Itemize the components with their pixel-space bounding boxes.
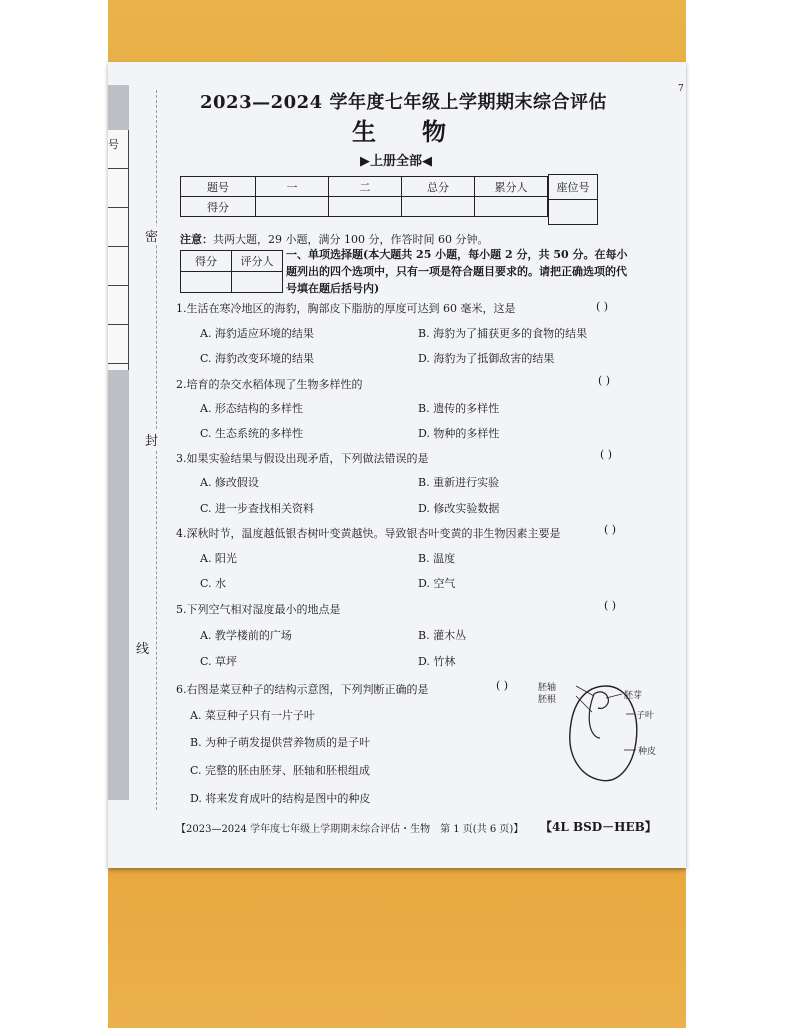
option-c: C. 进一步查找相关资料: [200, 502, 315, 515]
exam-notice: [180, 231, 488, 247]
grader-score-cell[interactable]: [181, 272, 232, 293]
option-c: C. 海豹改变环境的结果: [200, 352, 315, 365]
bean-seed-drawing: [536, 672, 676, 792]
option-b: B. 为种子萌发提供营养物质的是子叶: [190, 736, 371, 749]
score-header-cell: 二: [329, 177, 402, 197]
option-a: A. 菜豆种子只有一片子叶: [190, 709, 315, 722]
notice-prefix: 注意：: [180, 233, 213, 246]
answer-paren[interactable]: ( ): [604, 599, 617, 612]
score-header-cell: 题号: [181, 177, 256, 197]
option-b: B. 重新进行实验: [418, 476, 500, 489]
grader-table: [180, 250, 283, 293]
score-cell[interactable]: [402, 197, 475, 217]
question-6-stem: 6.右图是菜豆种子的结构示意图，下列判断正确的是: [176, 683, 429, 696]
seal-line: [156, 90, 157, 810]
section-text: (本大题共 25 小题，每小题 2 分，共 50 分。在每小题列出的四个选项中，只有一项是符合题目要求的。请把正确选项的代号填在题后括号内): [286, 248, 628, 295]
grid-cell: [108, 169, 128, 208]
label-radicle: 胚根: [538, 695, 557, 705]
option-d: D. 修改实验数据: [418, 502, 500, 515]
option-a: A. 阳光: [200, 552, 237, 565]
option-b: B. 温度: [418, 552, 456, 565]
page-footer: 【2023—2024 学年度七年级上学期期末综合评估・生物 第 1 页(共 6 页)】: [176, 824, 524, 835]
grader-label: 评分人: [232, 251, 283, 272]
option-a: A. 修改假设: [200, 476, 259, 489]
option-c: C. 草坪: [200, 655, 238, 668]
seat-cell[interactable]: [549, 200, 598, 225]
grid-cell: [108, 286, 128, 325]
exam-title: 2023—2024 学年度七年级上学期期末综合评估: [200, 92, 607, 113]
option-d: D. 海豹为了抵御敌害的结果: [418, 352, 555, 365]
page-mark: 7: [678, 84, 684, 94]
answer-paren[interactable]: ( ): [598, 374, 611, 387]
option-a: A. 海豹适应环境的结果: [200, 327, 314, 340]
score-cell[interactable]: [329, 197, 402, 217]
score-cell[interactable]: [256, 197, 329, 217]
label-plumule: 胚芽: [624, 691, 643, 701]
option-c: C. 完整的胚由胚芽、胚轴和胚根组成: [190, 764, 371, 777]
answer-paren[interactable]: ( ): [496, 679, 509, 692]
option-d: D. 竹林: [418, 655, 456, 668]
score-header-cell: 总分: [402, 177, 475, 197]
student-info-grid: [108, 130, 129, 370]
score-table: [180, 176, 548, 217]
section-title: 一、单项选择题: [286, 248, 363, 261]
seat-label: 座位号: [549, 175, 598, 200]
option-b: B. 海豹为了捕获更多的食物的结果: [418, 327, 588, 340]
option-d: D. 将来发育成叶的结构是图中的种皮: [190, 792, 371, 805]
label-hypocotyl: 胚轴: [538, 683, 557, 693]
question-4-stem: 4.深秋时节，温度越低银杏树叶变黄越快。导致银杏叶变黄的非生物因素主要是: [176, 527, 561, 540]
option-b: B. 遗传的多样性: [418, 402, 500, 415]
paper-code: 【4L BSD－HEB】: [540, 820, 657, 834]
answer-paren[interactable]: ( ): [600, 448, 613, 461]
seat-table: [548, 174, 598, 225]
grid-cell: [108, 208, 128, 247]
question-2-stem: 2.培育的杂交水稻体现了生物多样性的: [176, 378, 363, 391]
grader-score-label: 得分: [181, 251, 232, 272]
section-instructions: [286, 246, 632, 297]
score-cell[interactable]: [475, 197, 548, 217]
option-d: D. 物种的多样性: [418, 427, 500, 440]
seal-label-feng: 封: [145, 430, 158, 449]
score-row-label: 得分: [181, 197, 256, 217]
score-header-cell: 累分人: [475, 177, 548, 197]
notice-text: 共两大题，29 小题，满分 100 分，作答时间 60 分钟。: [213, 233, 489, 246]
option-a: A. 教学楼前的广场: [200, 629, 292, 642]
label-cotyledon: 子叶: [636, 711, 655, 721]
grid-cell: [108, 130, 128, 169]
option-b: B. 灌木丛: [418, 629, 467, 642]
label-seed-coat: 种皮: [638, 747, 657, 757]
subject-title: 生物: [352, 117, 492, 146]
option-c: C. 生态系统的多样性: [200, 427, 304, 440]
grid-cell: [108, 247, 128, 286]
score-table-header-row: [181, 177, 548, 197]
seal-label-xian: 线: [136, 638, 149, 657]
question-3-stem: 3.如果实验结果与假设出现矛盾，下列做法错误的是: [176, 452, 429, 465]
grader-name-cell[interactable]: [232, 272, 283, 293]
option-a: A. 形态结构的多样性: [200, 402, 303, 415]
answer-paren[interactable]: ( ): [604, 523, 617, 536]
option-c: C. 水: [200, 577, 227, 590]
option-d: D. 空气: [418, 577, 456, 590]
bean-seed-diagram: [536, 672, 676, 792]
seal-label-mi: 密: [145, 226, 158, 245]
score-header-cell: 一: [256, 177, 329, 197]
question-5-stem: 5.下列空气相对湿度最小的地点是: [176, 603, 341, 616]
question-1-stem: 1.生活在寒冷地区的海豹，胸部皮下脂肪的厚度可达到 60 毫米，这是: [176, 302, 516, 315]
grid-cell: [108, 325, 128, 364]
score-table-score-row: [181, 197, 548, 217]
number-label: 号: [108, 138, 119, 151]
answer-paren[interactable]: ( ): [596, 300, 609, 313]
volume-scope: ▶上册全部◀: [360, 154, 432, 169]
